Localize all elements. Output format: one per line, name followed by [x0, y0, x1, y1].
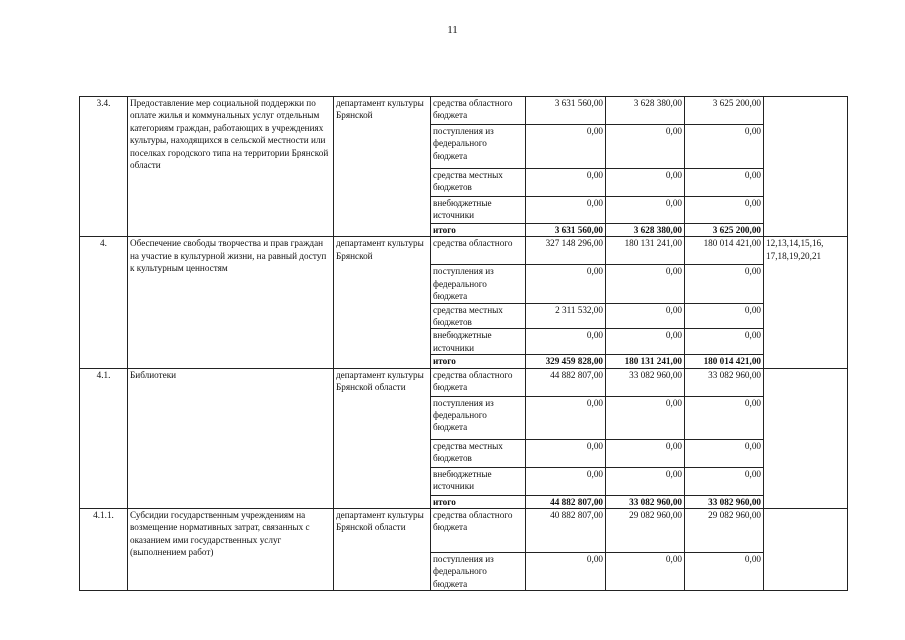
funding-source: итого: [431, 355, 526, 368]
amount-y1: 44 882 807,00: [526, 495, 606, 508]
amount-y3: 0,00: [685, 329, 764, 355]
item-code: 4.1.: [80, 368, 128, 508]
amount-y2: 0,00: [606, 553, 685, 591]
amount-y2: 33 082 960,00: [606, 495, 685, 508]
amount-y2: 0,00: [606, 396, 685, 439]
item-name: Библиотеки: [128, 368, 334, 508]
funding-source: поступления из федерального бюджета: [431, 125, 526, 169]
amount-y3: 33 082 960,00: [685, 368, 764, 396]
amount-y1: 44 882 807,00: [526, 368, 606, 396]
amount-y1: 40 882 807,00: [526, 509, 606, 553]
amount-y1: 0,00: [526, 467, 606, 495]
amount-y2: 0,00: [606, 169, 685, 197]
amount-y2: 3 628 380,00: [606, 224, 685, 237]
amount-y2: 0,00: [606, 125, 685, 169]
amount-y1: 2 311 532,00: [526, 303, 606, 329]
amount-y1: 327 148 296,00: [526, 237, 606, 265]
funding-source: поступления из федерального бюджета: [431, 396, 526, 439]
amount-y2: 29 082 960,00: [606, 509, 685, 553]
funding-source: средства местных бюджетов: [431, 439, 526, 467]
funding-source: поступления из федерального бюджета: [431, 265, 526, 303]
amount-y2: 180 131 241,00: [606, 237, 685, 265]
amount-y1: 3 631 560,00: [526, 97, 606, 125]
amount-y1: 0,00: [526, 439, 606, 467]
amount-y1: 3 631 560,00: [526, 224, 606, 237]
amount-y3: 0,00: [685, 396, 764, 439]
amount-y3: 0,00: [685, 169, 764, 197]
item-name: Субсидии государственным учреждениям на возмещение нормативных затрат, связанных с оказанием ими государственных услуг (выполнением работ): [128, 509, 334, 591]
amount-y3: 0,00: [685, 197, 764, 224]
amount-y2: 0,00: [606, 329, 685, 355]
amount-y3: 180 014 421,00: [685, 355, 764, 368]
amount-y3: 0,00: [685, 265, 764, 303]
page-number: 11: [447, 24, 458, 36]
item-executor: департамент культуры Брянской: [334, 97, 431, 237]
amount-y3: 0,00: [685, 467, 764, 495]
amount-y3: 29 082 960,00: [685, 509, 764, 553]
funding-source: внебюджетные источники: [431, 467, 526, 495]
amount-y1: 0,00: [526, 197, 606, 224]
item-indicators: [764, 509, 848, 591]
amount-y1: 329 459 828,00: [526, 355, 606, 368]
amount-y1: 0,00: [526, 329, 606, 355]
amount-y3: 0,00: [685, 553, 764, 591]
amount-y2: 0,00: [606, 197, 685, 224]
funding-source: средства областного бюджета: [431, 368, 526, 396]
amount-y1: 0,00: [526, 553, 606, 591]
amount-y2: 0,00: [606, 265, 685, 303]
amount-y1: 0,00: [526, 396, 606, 439]
amount-y3: 33 082 960,00: [685, 495, 764, 508]
item-code: 3.4.: [80, 97, 128, 237]
table-row: [80, 237, 848, 265]
item-name: Обеспечение свободы творчества и прав граждан на участие в культурной жизни, на равный доступ к культурным ценностям: [128, 237, 334, 368]
item-code: 4.: [80, 237, 128, 368]
amount-y1: 0,00: [526, 169, 606, 197]
amount-y3: 0,00: [685, 125, 764, 169]
funding-source: внебюджетные источники: [431, 329, 526, 355]
funding-source: итого: [431, 495, 526, 508]
amount-y3: 3 625 200,00: [685, 224, 764, 237]
funding-source: внебюджетные источники: [431, 197, 526, 224]
budget-table-body: [80, 97, 848, 591]
item-executor: департамент культуры Брянской области: [334, 509, 431, 591]
amount-y1: 0,00: [526, 265, 606, 303]
amount-y3: 180 014 421,00: [685, 237, 764, 265]
table-row: [80, 97, 848, 125]
table-row: [80, 368, 848, 396]
item-indicators: [764, 368, 848, 508]
funding-source: средства областного: [431, 237, 526, 265]
amount-y2: 180 131 241,00: [606, 355, 685, 368]
funding-source: средства местных бюджетов: [431, 303, 526, 329]
budget-table: [79, 96, 848, 591]
amount-y3: 0,00: [685, 439, 764, 467]
table-row: [80, 509, 848, 553]
item-executor: департамент культуры Брянской области: [334, 368, 431, 508]
item-executor: департамент культуры Брянской: [334, 237, 431, 368]
funding-source: средства областного бюджета: [431, 509, 526, 553]
amount-y2: 33 082 960,00: [606, 368, 685, 396]
funding-source: средства местных бюджетов: [431, 169, 526, 197]
funding-source: поступления из федерального бюджета: [431, 553, 526, 591]
item-indicators: [764, 97, 848, 237]
amount-y2: 0,00: [606, 467, 685, 495]
item-code: 4.1.1.: [80, 509, 128, 591]
funding-source: итого: [431, 224, 526, 237]
amount-y2: 0,00: [606, 303, 685, 329]
item-name: Предоставление мер социальной поддержки по оплате жилья и коммунальных услуг отдельным категориям граждан, работающих в учреждениях культуры, находящихся в сельской местности или поселках городского типа на территории Брянской области: [128, 97, 334, 237]
funding-source: средства областного бюджета: [431, 97, 526, 125]
amount-y3: 3 625 200,00: [685, 97, 764, 125]
amount-y3: 0,00: [685, 303, 764, 329]
amount-y2: 0,00: [606, 439, 685, 467]
item-indicators: 12,13,14,15,16, 17,18,19,20,21: [764, 237, 848, 368]
amount-y1: 0,00: [526, 125, 606, 169]
amount-y2: 3 628 380,00: [606, 97, 685, 125]
